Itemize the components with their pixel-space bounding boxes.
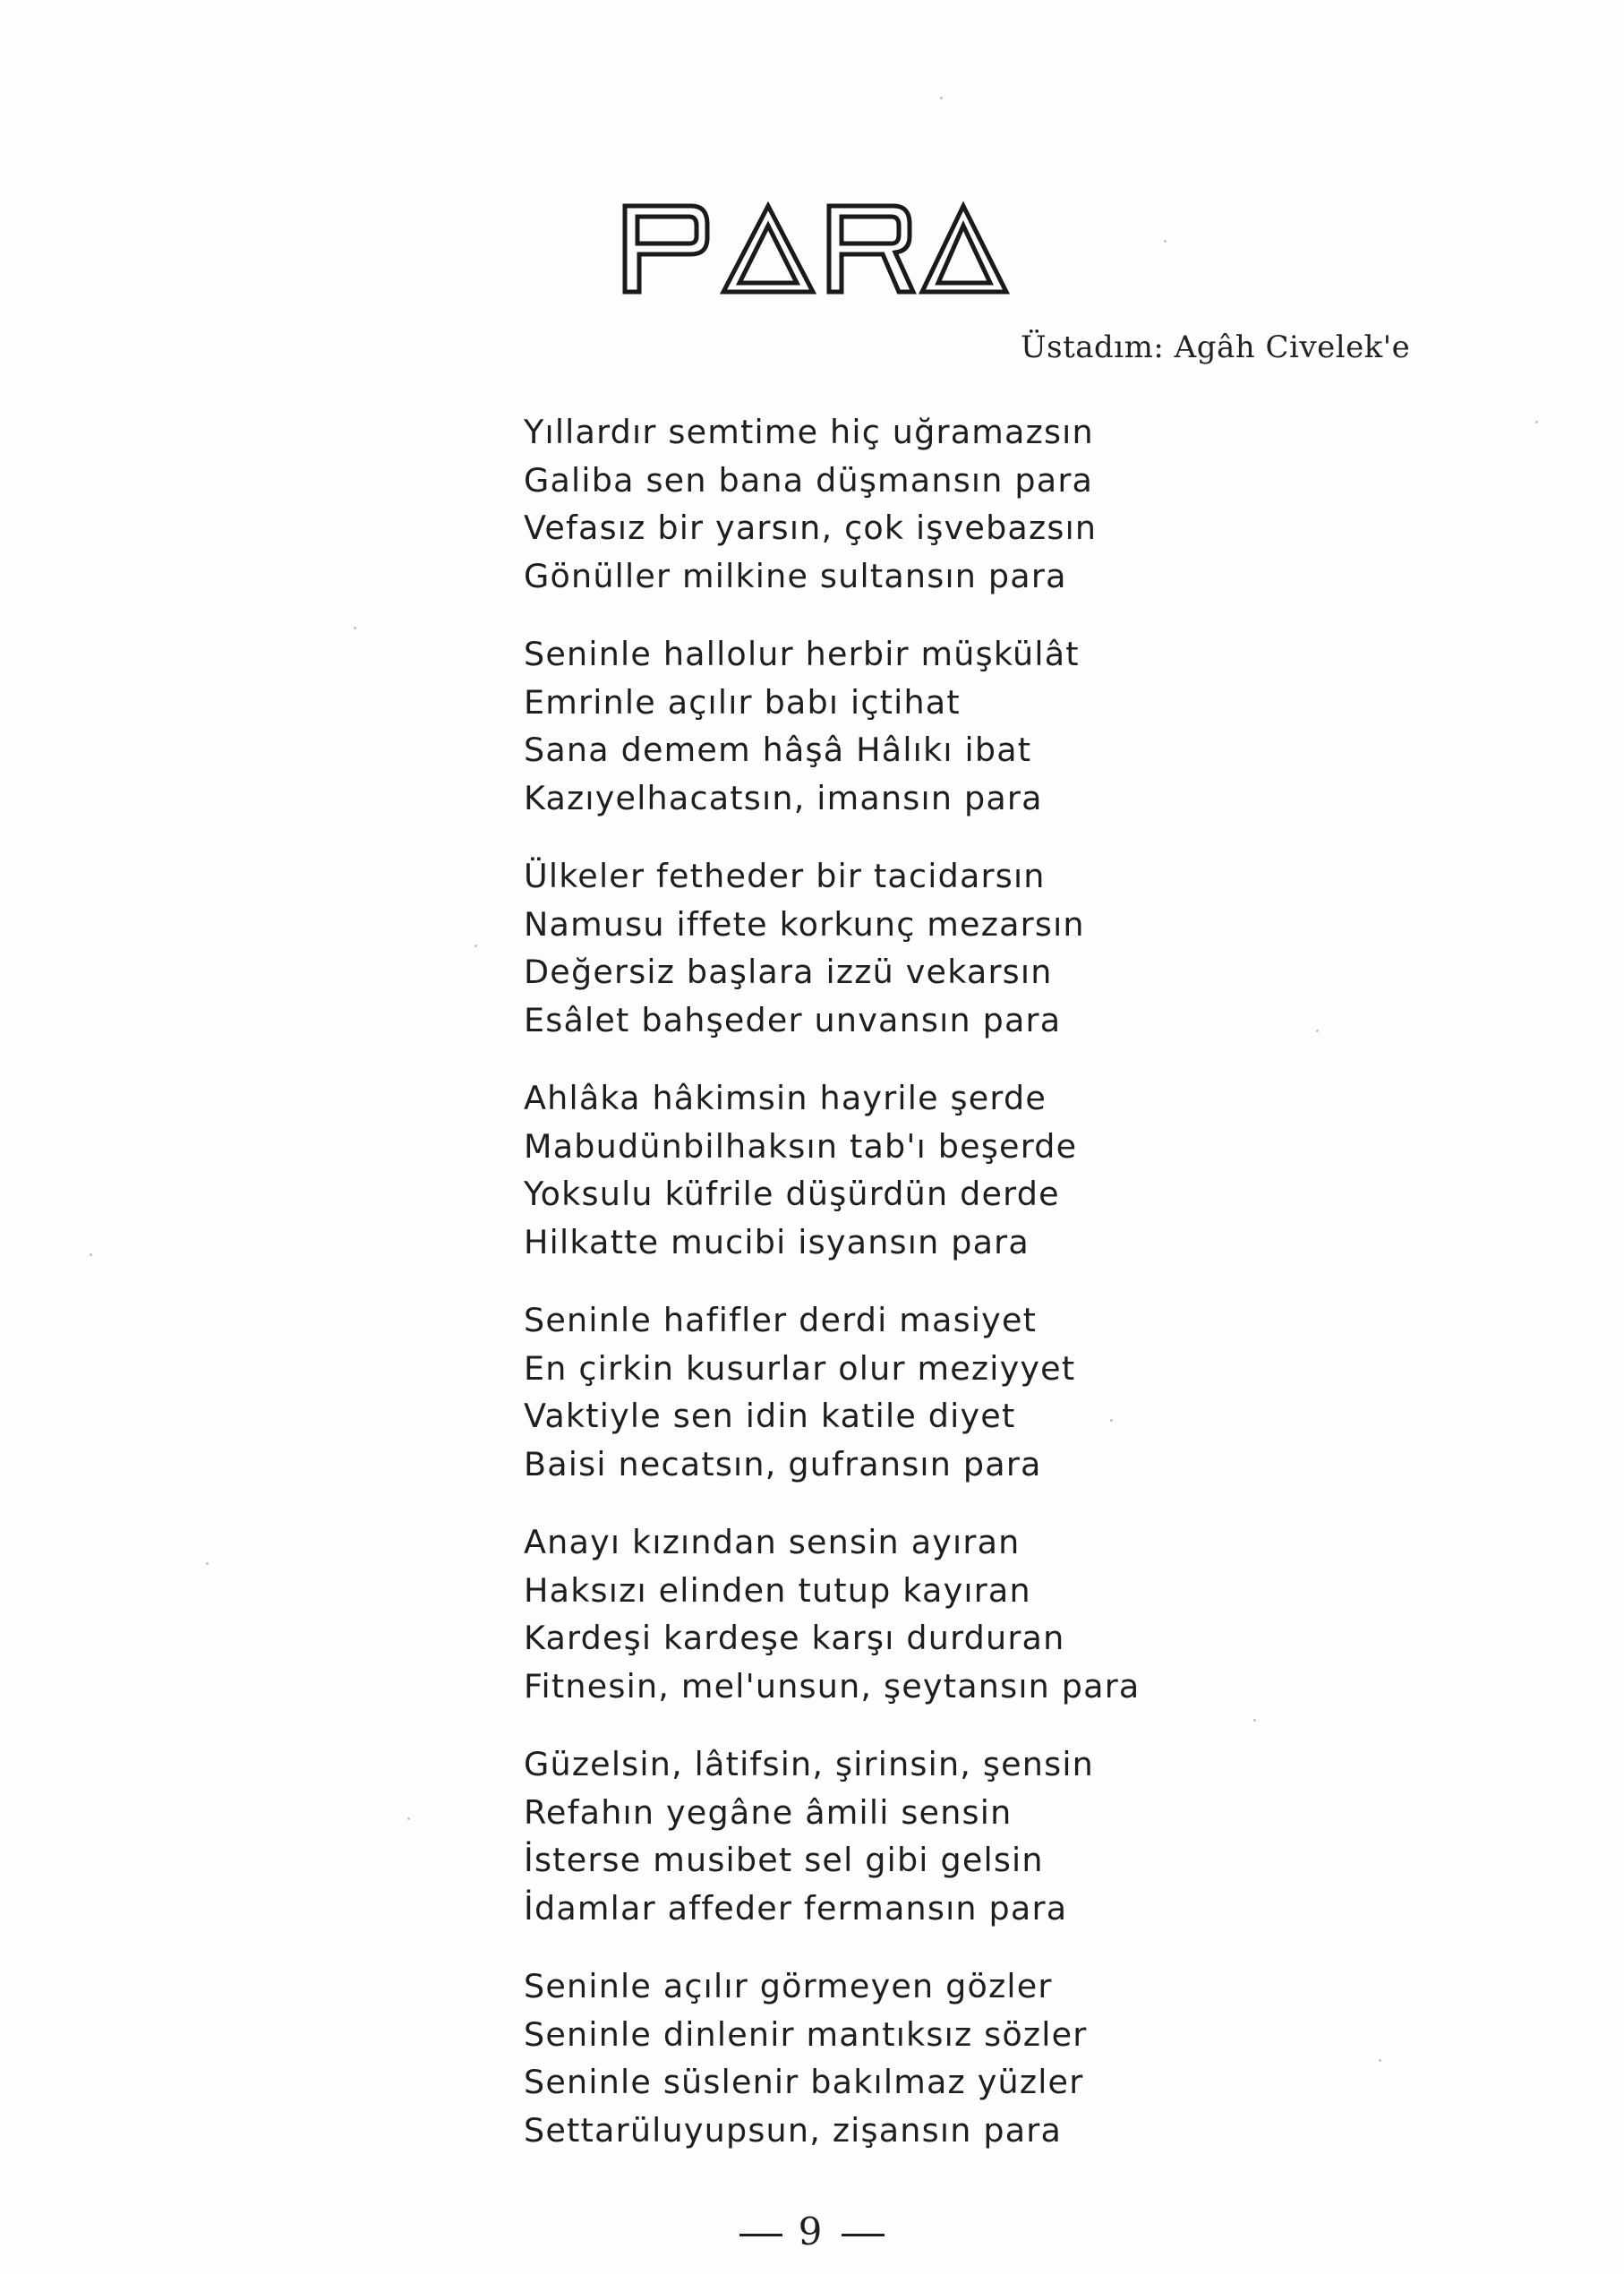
verse-line: Haksızı elinden tutup kayıran: [524, 1570, 1031, 1610]
verse-line: Sana demem hâşâ Hâlıkı ibat: [524, 731, 1032, 769]
verse-line: Mabudünbilhaksın tab'ı beşerde: [524, 1126, 1078, 1166]
verse-line: Galiba sen bana düşmansın para: [524, 460, 1094, 500]
page-number: [0, 2210, 1624, 2253]
scan-speck: [940, 97, 943, 99]
verse-line: Namusu iffete korkunç mezarsın: [524, 904, 1085, 944]
scan-speck: [1164, 240, 1167, 243]
verse-line: Emrinle açılır babı içtihat: [524, 682, 961, 722]
dedication: Üstadım: Agâh Civelek'e: [1021, 329, 1411, 365]
scan-speck: [354, 627, 356, 629]
verse-line: Vaktiyle sen idin katile diyet: [524, 1397, 1016, 1435]
page-number-value: 9: [798, 2210, 826, 2253]
verse-line: Değersiz başlara izzü vekarsın: [524, 953, 1053, 991]
verse-line: Hilkatte mucibi isyansın para: [524, 1222, 1030, 1261]
scan-speck: [407, 1817, 410, 1820]
page-number-dash-left: [739, 2234, 782, 2236]
verse-line: Seninle süslenir bakılmaz yüzler: [524, 2063, 1084, 2101]
scan-speck: [1535, 421, 1538, 423]
stanza: [524, 630, 1509, 822]
scan-speck: [90, 1253, 92, 1256]
poem-title-lettering: [618, 199, 1012, 297]
verse-line: Yoksulu küfrile düşürdün derde: [524, 1175, 1060, 1213]
verse-line: Vefasız bir yarsın, çok işvebazsın: [524, 509, 1098, 547]
stanza: [524, 852, 1509, 1044]
verse-line: İdamlar affeder fermansın para: [524, 1888, 1068, 1928]
stanza: [524, 1296, 1509, 1488]
verse-line: Ahlâka hâkimsin hayrile şerde: [524, 1079, 1047, 1117]
verse-line: Esâlet bahşeder unvansın para: [524, 1000, 1062, 1039]
verse-line: Seninle hafifler derdi masiyet: [524, 1301, 1038, 1339]
scan-speck: [474, 945, 477, 947]
verse-line: En çirkin kusurlar olur meziyyet: [524, 1348, 1076, 1388]
poem-body: [524, 408, 1509, 2184]
verse-line: Refahın yegâne âmili sensin: [524, 1792, 1013, 1832]
stanza: [524, 1962, 1509, 2154]
stanza: [524, 1518, 1509, 1710]
scan-speck: [206, 1562, 209, 1565]
stanza: [524, 1740, 1509, 1932]
verse-line: Güzelsin, lâtifsin, şirinsin, şensin: [524, 1745, 1095, 1783]
verse-line: İsterse musibet sel gibi gelsin: [524, 1841, 1044, 1879]
stanza: [524, 1074, 1509, 1266]
verse-line: Kardeşi kardeşe karşı durduran: [524, 1619, 1065, 1657]
verse-line: Seninle hallolur herbir müşkülât: [524, 635, 1080, 673]
verse-line: Kazıyelhacatsın, imansın para: [524, 778, 1043, 817]
poem-title: [618, 199, 1012, 297]
stanza: [524, 408, 1509, 600]
verse-line: Yıllardır semtime hiç uğramazsın: [524, 413, 1094, 451]
verse-line: Gönüller milkine sultansın para: [524, 556, 1067, 595]
verse-line: Seninle açılır görmeyen gözler: [524, 1967, 1053, 2005]
page-number-dash-right: [842, 2234, 885, 2236]
verse-line: Anayı kızından sensin ayıran: [524, 1523, 1021, 1561]
verse-line: Ülkeler fetheder bir tacidarsın: [524, 857, 1046, 895]
verse-line: Baisi necatsın, gufransın para: [524, 1444, 1042, 1483]
verse-line: Seninle dinlenir mantıksız sözler: [524, 2014, 1088, 2054]
verse-line: Fitnesin, mel'unsun, şeytansın para: [524, 1666, 1141, 1706]
verse-line: Settarüluyupsun, zişansın para: [524, 2110, 1063, 2150]
